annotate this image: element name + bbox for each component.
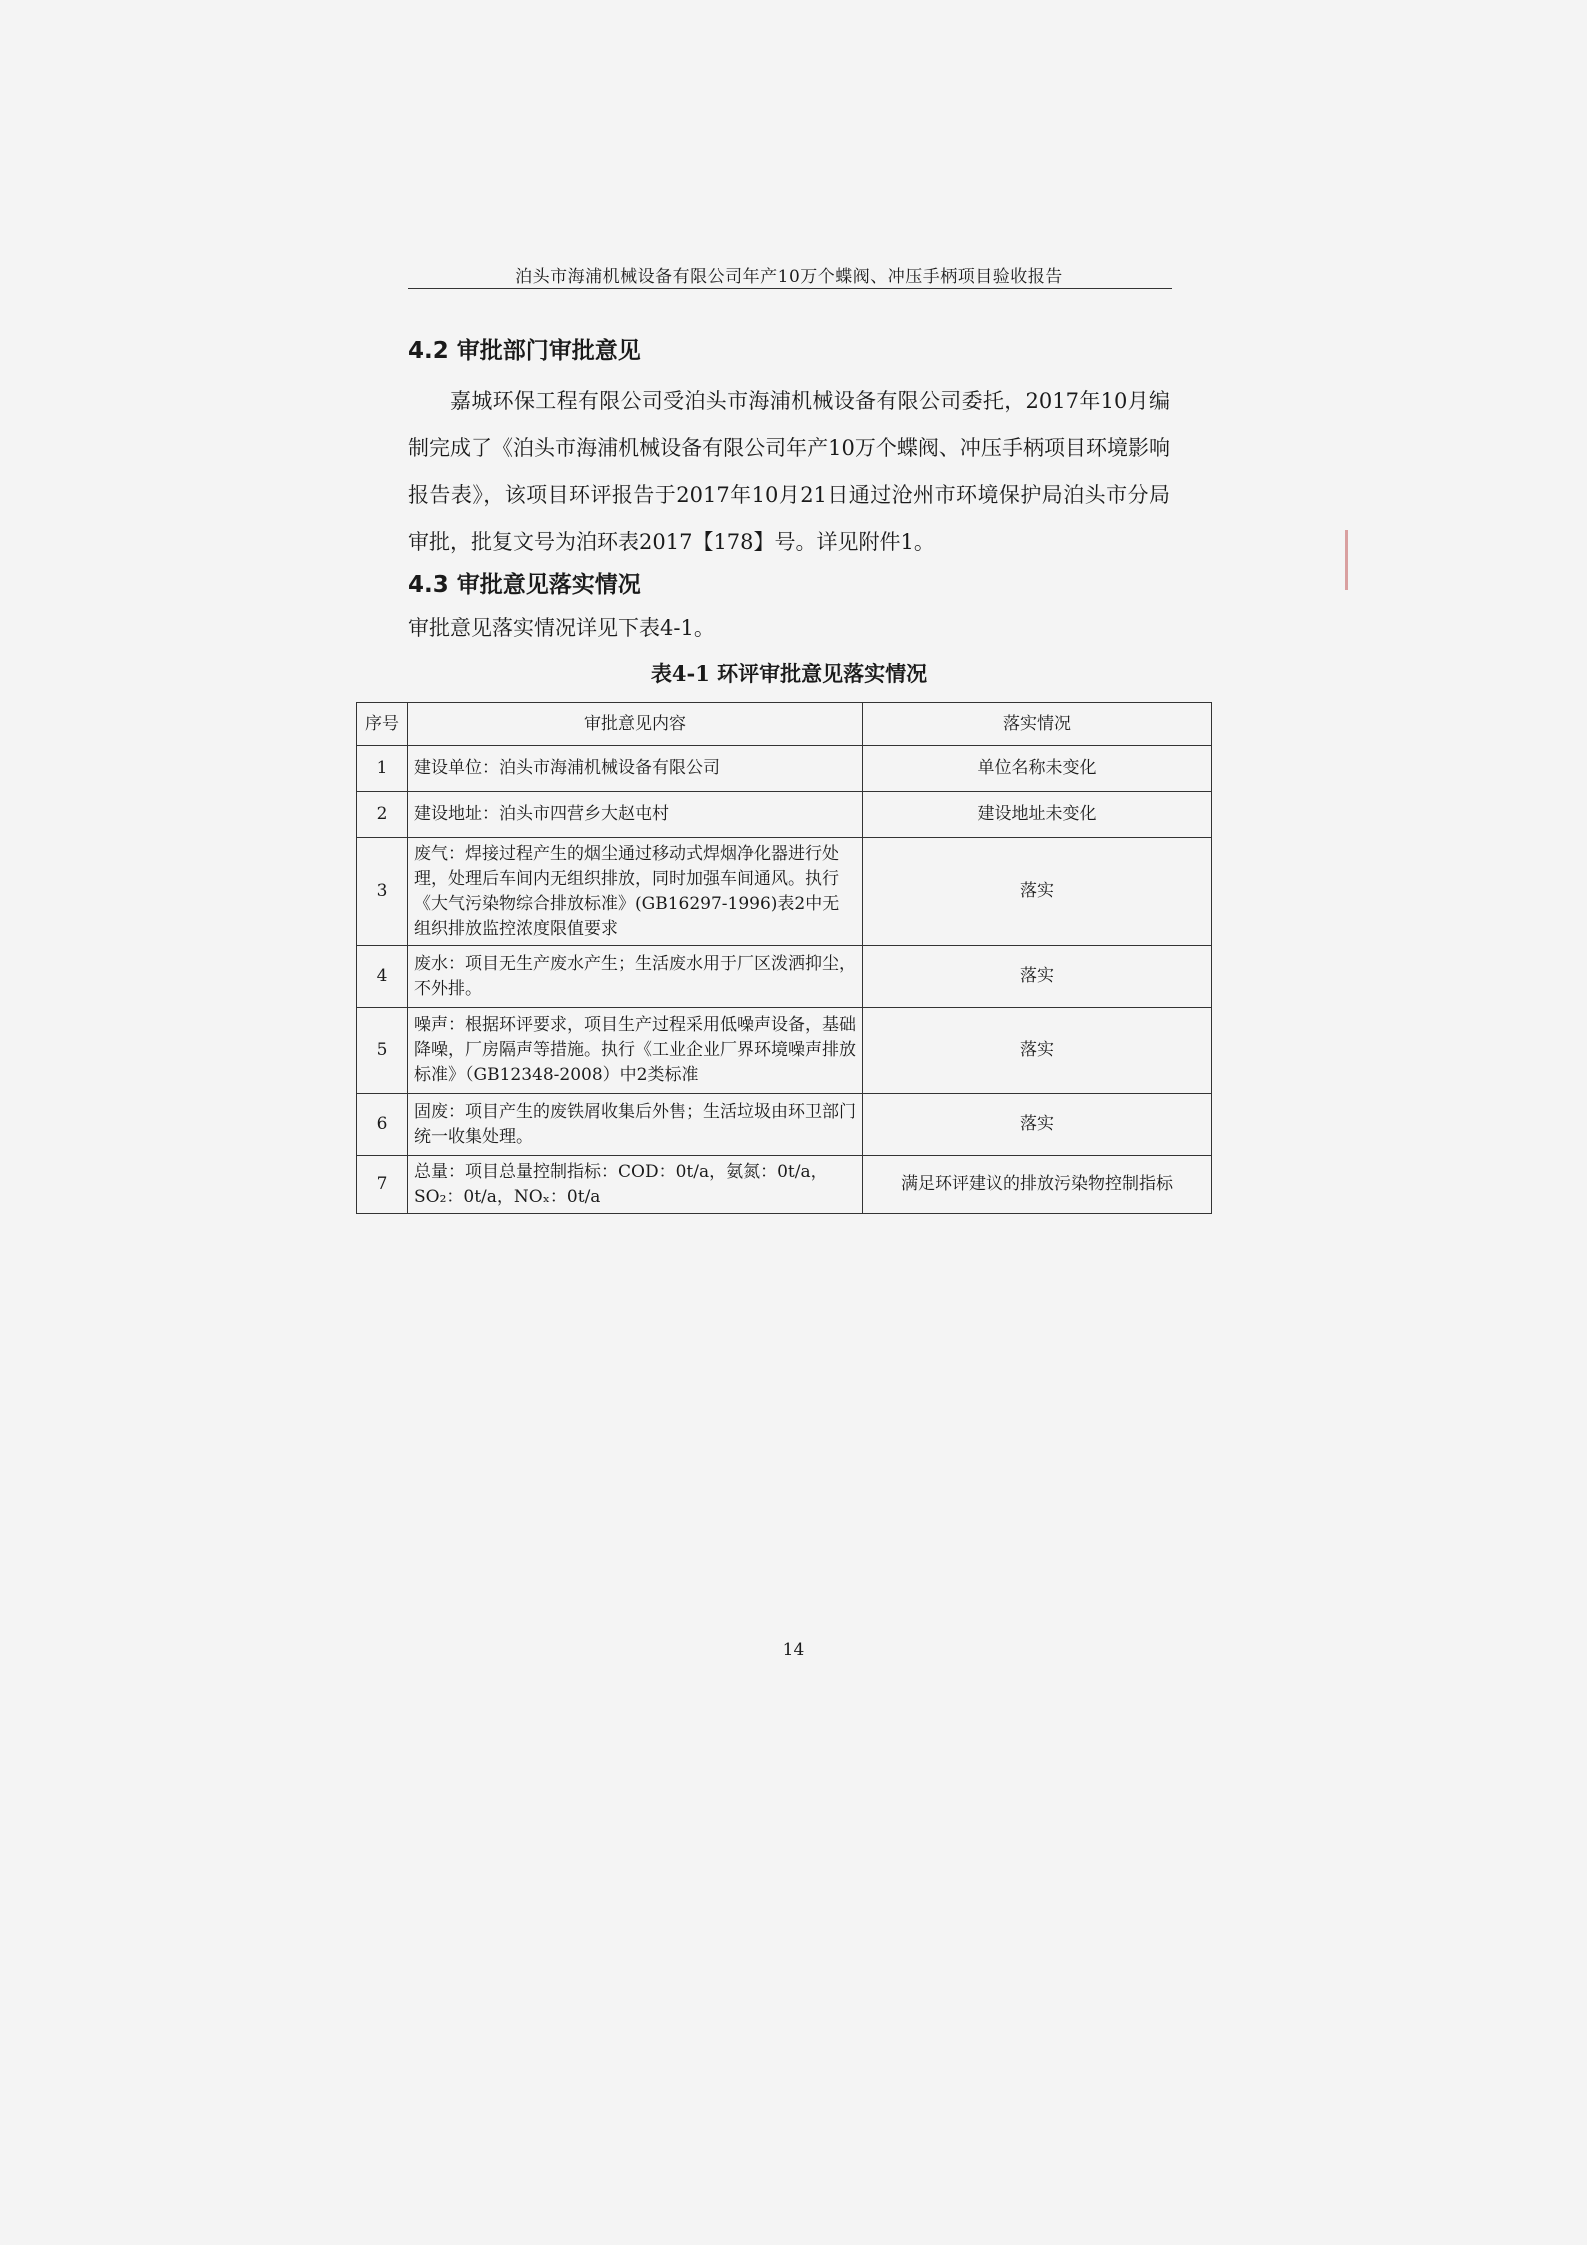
table-header-row	[357, 703, 1212, 746]
row-no: 5	[357, 1008, 408, 1094]
table-row	[357, 1008, 1212, 1094]
row-no: 7	[357, 1156, 408, 1214]
row-status: 落实	[863, 1008, 1212, 1094]
row-content: 噪声：根据环评要求，项目生产过程采用低噪声设备，基础降噪，厂房隔声等措施。执行《工业企业厂界环境噪声排放标准》（GB12348-2008）中2类标准	[408, 1008, 863, 1094]
scan-artifact	[1345, 530, 1348, 590]
section-4-3-heading: 4.3 审批意见落实情况	[408, 572, 641, 598]
row-status: 落实	[863, 838, 1212, 946]
row-no: 6	[357, 1094, 408, 1156]
section-4-2-heading: 4.2 审批部门审批意见	[408, 338, 641, 364]
row-no: 1	[357, 746, 408, 792]
row-status: 落实	[863, 946, 1212, 1008]
row-status: 单位名称未变化	[863, 746, 1212, 792]
row-no: 4	[357, 946, 408, 1008]
row-no: 3	[357, 838, 408, 946]
table-row	[357, 838, 1212, 946]
row-no: 2	[357, 792, 408, 838]
row-content: 废气：焊接过程产生的烟尘通过移动式焊烟净化器进行处理，处理后车间内无组织排放，同时加强车间通风。执行《大气污染物综合排放标准》(GB16297-1996)表2中无组织排放监控浓度限值要求	[408, 838, 863, 946]
approval-table	[356, 702, 1212, 1214]
row-status: 满足环评建议的排放污染物控制指标	[863, 1156, 1212, 1214]
row-status: 落实	[863, 1094, 1212, 1156]
header-status: 落实情况	[863, 703, 1212, 746]
row-content: 建设地址：泊头市四营乡大赵屯村	[408, 792, 863, 838]
header-rule	[408, 288, 1172, 289]
section-4-2-paragraph: 嘉城环保工程有限公司受泊头市海浦机械设备有限公司委托，2017年10月编制完成了《泊头市海浦机械设备有限公司年产10万个蝶阀、冲压手柄项目环境影响报告表》，该项目环评报告于2017年10月21日通过沧州市环境保护局泊头市分局审批，批复文号为泊环表2017【178】号。详见附件1。	[408, 389, 1170, 554]
header-no: 序号	[357, 703, 408, 746]
row-content: 建设单位：泊头市海浦机械设备有限公司	[408, 746, 863, 792]
section-4-3-intro: 审批意见落实情况详见下表4-1。	[408, 616, 715, 640]
page-number: 14	[782, 1640, 805, 1660]
row-content: 固废：项目产生的废铁屑收集后外售；生活垃圾由环卫部门统一收集处理。	[408, 1094, 863, 1156]
table-caption: 表4-1 环评审批意见落实情况	[650, 661, 928, 686]
table-row	[357, 792, 1212, 838]
running-header: 泊头市海浦机械设备有限公司年产10万个蝶阀、冲压手柄项目验收报告	[515, 267, 1063, 287]
row-status: 建设地址未变化	[863, 792, 1212, 838]
table-row	[357, 1094, 1212, 1156]
table-row	[357, 746, 1212, 792]
table-row	[357, 1156, 1212, 1214]
row-content: 总量：项目总量控制指标：COD：0t/a，氨氮：0t/a，SO₂：0t/a，NOₓ：0t/a	[408, 1156, 863, 1214]
row-content: 废水：项目无生产废水产生；生活废水用于厂区泼洒抑尘，不外排。	[408, 946, 863, 1008]
table-row	[357, 946, 1212, 1008]
header-content: 审批意见内容	[408, 703, 863, 746]
